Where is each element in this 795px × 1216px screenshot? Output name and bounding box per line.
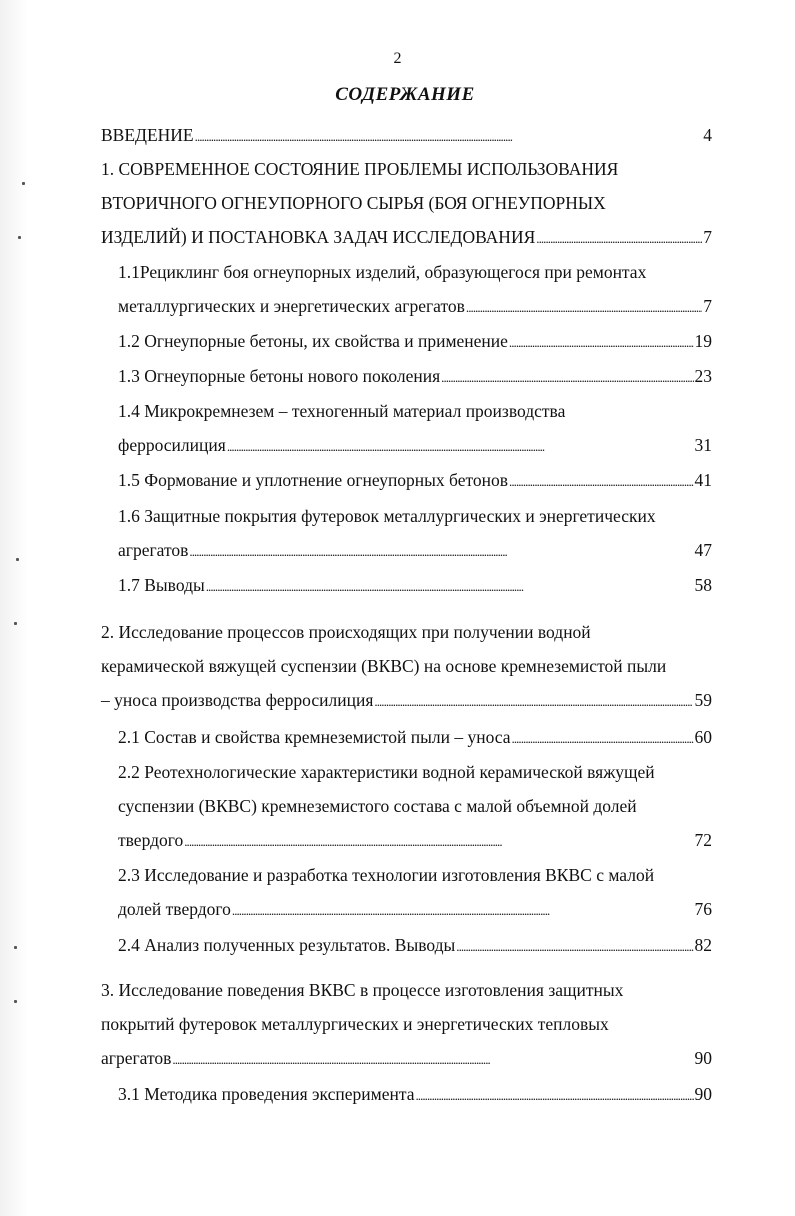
toc-entry-line-last	[118, 533, 712, 567]
toc-entry-line: ВТОРИЧНОГО ОГНЕУПОРНОГО СЫРЬЯ (БОЯ ОГНЕУПОРНЫХ	[101, 193, 606, 213]
toc-entry-line: покрытий футеровок металлургических и энергетических тепловых	[101, 1014, 609, 1034]
toc-entry-line-last	[118, 428, 712, 462]
toc-entry[interactable]	[118, 463, 712, 497]
page-number: 2	[393, 50, 402, 67]
toc-entry-line: керамической вяжущей суспензии (ВКВС) на основе кремнеземистой пыли	[101, 656, 667, 676]
scan-speck	[14, 622, 17, 625]
toc-entry-line-last	[118, 359, 712, 393]
toc-entry[interactable]	[118, 499, 712, 567]
toc-page-number: 82	[694, 935, 712, 955]
dot-leader	[512, 720, 694, 756]
toc-entry[interactable]	[101, 973, 712, 1075]
toc-entry[interactable]	[118, 394, 712, 462]
scan-speck	[14, 1000, 17, 1003]
toc-entry-text: ферросилиция	[118, 435, 226, 455]
dot-leader	[195, 118, 703, 154]
dot-leader	[466, 289, 702, 325]
toc-entry-text: 1.7 Выводы	[118, 575, 205, 595]
toc-page-number: 31	[694, 435, 712, 455]
dot-leader	[184, 823, 693, 859]
toc-entry-line-last	[118, 324, 712, 358]
toc-entry-line-last	[101, 1041, 712, 1075]
dot-leader	[189, 533, 693, 569]
toc-entry[interactable]	[118, 359, 712, 393]
toc-entry-line: 1. СОВРЕМЕННОЕ СОСТОЯНИЕ ПРОБЛЕМЫ ИСПОЛЬЗОВАНИЯ	[101, 159, 619, 179]
toc-entry[interactable]	[101, 118, 712, 152]
toc-page-number: 19	[694, 331, 712, 351]
toc-page-number: 76	[694, 899, 712, 919]
toc-entry-text: ИЗДЕЛИЙ) И ПОСТАНОВКА ЗАДАЧ ИССЛЕДОВАНИЯ	[101, 227, 536, 247]
toc-page-number: 72	[694, 830, 712, 850]
toc-page-number: 7	[703, 227, 712, 247]
toc-entry-text: долей твердого	[118, 899, 231, 919]
toc-entry-text: 1.5 Формование и уплотнение огнеупорных бетонов	[118, 470, 509, 490]
toc-entry-line: суспензии (ВКВС) кремнеземистого состава с малой объемной долей	[118, 796, 637, 816]
toc-entry-line-last	[118, 289, 712, 323]
toc-page-number: 47	[694, 540, 712, 560]
toc-entry-text: твердого	[118, 830, 184, 850]
toc-entry-text: агрегатов	[118, 540, 189, 560]
toc-entry-line: 2.2 Реотехнологические характеристики водной керамической вяжущей	[118, 762, 655, 782]
page-title: СОДЕРЖАНИЕ	[335, 84, 475, 105]
toc-entry-line-last	[101, 220, 712, 254]
toc-entry[interactable]	[118, 255, 712, 323]
toc-entry-line-last	[118, 568, 712, 602]
toc-entry-text: металлургических и энергетических агрегатов	[118, 296, 465, 316]
toc-entry-line-last	[118, 1077, 712, 1111]
scan-speck	[22, 182, 25, 185]
toc-page-number: 7	[703, 296, 712, 316]
dot-leader	[227, 428, 694, 464]
toc-entry[interactable]	[118, 928, 712, 962]
toc-entry[interactable]	[118, 1077, 712, 1111]
dot-leader	[509, 463, 693, 499]
toc-entry[interactable]	[118, 858, 712, 926]
toc-page-number: 59	[694, 690, 712, 710]
toc-page-number: 4	[703, 125, 712, 145]
toc-entry-line-last	[118, 928, 712, 962]
toc-entry-line: 2.3 Исследование и разработка технологии изготовления ВКВС с малой	[118, 865, 655, 885]
scan-speck	[16, 558, 19, 561]
toc-page-number: 58	[694, 575, 712, 595]
toc-entry-line: 1.6 Защитные покрытия футеровок металлургических и энергетических	[118, 506, 656, 526]
toc-entry-text: 1.2 Огнеупорные бетоны, их свойства и применение	[118, 331, 508, 351]
dot-leader	[206, 568, 694, 604]
toc-entry-text: 2.1 Состав и свойства кремнеземистой пыли – уноса	[118, 727, 511, 747]
toc-entry-text: 3.1 Методика проведения эксперимента	[118, 1084, 415, 1104]
toc-entry-text: – уноса производства ферросилиция	[101, 690, 374, 710]
toc-entry-text: агрегатов	[101, 1048, 172, 1068]
toc-entry-line-last	[118, 892, 712, 926]
dot-leader	[232, 892, 694, 928]
dot-leader	[441, 359, 693, 395]
dot-leader	[509, 324, 694, 360]
toc-entry-text: 1.3 Огнеупорные бетоны нового поколения	[118, 366, 441, 386]
toc-page-number: 60	[694, 727, 712, 747]
toc-entry-text: ВВЕДЕНИЕ	[101, 125, 194, 145]
toc-entry-line-last	[118, 720, 712, 754]
toc-entry[interactable]	[118, 324, 712, 358]
scan-speck	[18, 236, 21, 239]
toc-entry-line-last	[118, 463, 712, 497]
scan-speck	[14, 946, 17, 949]
dot-leader	[172, 1041, 693, 1077]
toc-entry[interactable]	[118, 755, 712, 857]
toc-page-number: 90	[694, 1084, 712, 1104]
dot-leader	[456, 928, 693, 964]
toc-entry[interactable]	[101, 152, 712, 254]
toc-entry-line: 1.4 Микрокремнезем – техногенный материал производства	[118, 401, 566, 421]
toc-entry-line: 3. Исследование поведения ВКВС в процессе изготовления защитных	[101, 980, 624, 1000]
toc-entry-line-last	[118, 823, 712, 857]
toc-entry-line: 2. Исследование процессов происходящих при получении водной	[101, 622, 591, 642]
toc-page-number: 90	[694, 1048, 712, 1068]
dot-leader	[374, 683, 693, 719]
toc-entry[interactable]	[118, 568, 712, 602]
toc-entry-line-last	[101, 118, 712, 152]
toc-entry-line: 1.1Рециклинг боя огнеупорных изделий, образующегося при ремонтах	[118, 262, 647, 282]
toc-entry[interactable]	[118, 720, 712, 754]
toc-entry-line-last	[101, 683, 712, 717]
toc-page-number: 41	[694, 470, 712, 490]
toc-entry[interactable]	[101, 615, 712, 717]
toc-page-number: 23	[694, 366, 712, 386]
dot-leader	[415, 1077, 693, 1113]
dot-leader	[536, 220, 702, 256]
toc-entry-text: 2.4 Анализ полученных результатов. Выводы	[118, 935, 456, 955]
